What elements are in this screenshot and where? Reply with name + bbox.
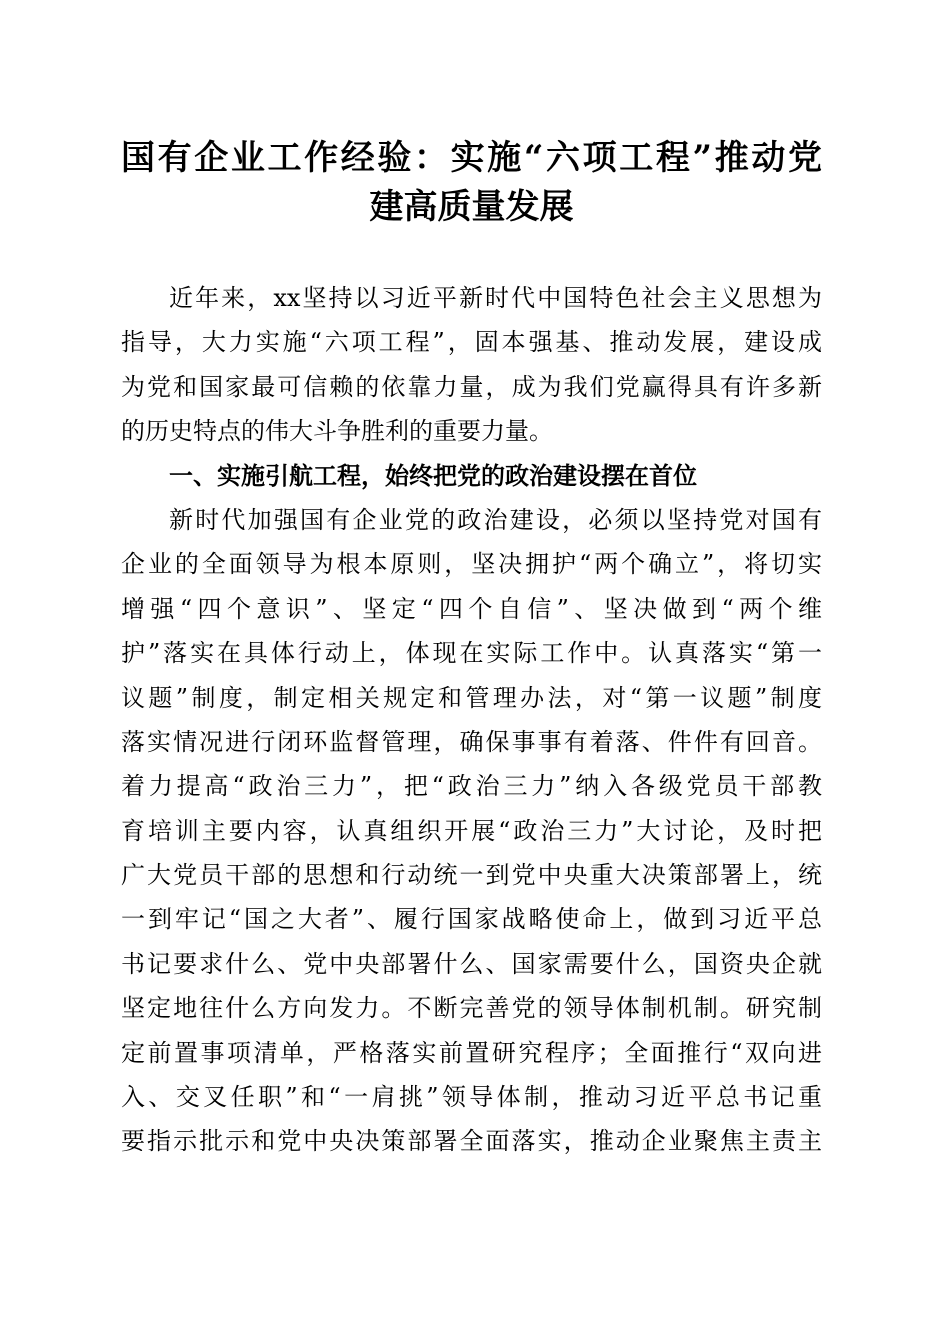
body-paragraph-line: 着力提高“政治三力”，把“政治三力”纳入各级党员干部教 [121,772,822,801]
intro-paragraph-line: 的历史特点的伟大斗争胜利的重要力量。 [121,417,553,446]
title-line: 国有企业工作经验：实施“六项工程”推动党 [121,138,822,178]
intro-paragraph-line: 为党和国家最可信赖的依靠力量，成为我们党赢得具有许多新 [121,372,822,401]
body-paragraph-line: 定前置事项清单，严格落实前置研究程序；全面推行“双向进 [121,1038,822,1067]
body-paragraph-line: 坚定地往什么方向发力。不断完善党的领导体制机制。研究制 [121,994,822,1023]
body-paragraph-line: 议题”制度，制定相关规定和管理办法，对“第一议题”制度 [121,683,822,712]
title-line: 建高质量发展 [369,187,574,227]
document-title [121,134,822,232]
section-1-paragraph [121,498,822,1164]
body-paragraph-line: 广大党员干部的思想和行动统一到党中央重大决策部署上，统 [121,861,822,890]
body-paragraph-line: 育培训主要内容，认真组织开展“政治三力”大讨论，及时把 [121,816,822,845]
intro-paragraph-line: 指导，大力实施“六项工程”，固本强基、推动发展，建设成 [121,328,822,357]
intro-paragraph-line: 近年来，xx坚持以习近平新时代中国特色社会主义思想为 [169,284,822,312]
body-paragraph-line: 企业的全面领导为根本原则，坚决拥护“两个确立”，将切实 [121,550,822,579]
intro-paragraph [121,276,822,454]
body-paragraph-line: 一到牢记“国之大者”、履行国家战略使命上，做到习近平总 [121,905,822,934]
body-paragraph-line: 护”落实在具体行动上，体现在实际工作中。认真落实“第一 [121,639,822,668]
document-body [121,276,822,1164]
section-heading: 一、实施引航工程，始终把党的政治建设摆在首位 [169,461,697,490]
body-paragraph-line: 增强“四个意识”、坚定“四个自信”、坚决做到“两个维 [121,594,822,623]
body-paragraph-line: 新时代加强国有企业党的政治建设，必须以坚持党对国有 [169,505,822,534]
body-paragraph-line: 要指示批示和党中央决策部署全面落实，推动企业聚焦主责主 [121,1127,822,1156]
body-paragraph-line: 入、交叉任职”和“一肩挑”领导体制，推动习近平总书记重 [121,1083,822,1112]
body-paragraph-line: 落实情况进行闭环监督管理，确保事事有着落、件件有回音。 [121,727,822,756]
body-paragraph-line: 书记要求什么、党中央部署什么、国家需要什么，国资央企就 [121,949,822,978]
